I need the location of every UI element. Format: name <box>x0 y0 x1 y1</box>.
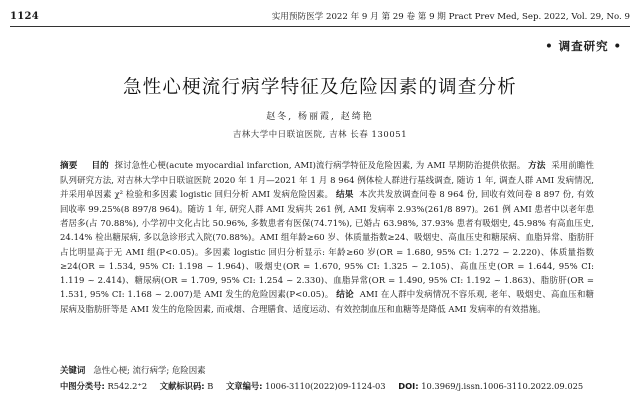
results-text: 本次共发放调查问卷 8 964 份, 回收有效问卷 8 897 份, 有效回收率 99.25%(8 897/8 964)。随访 1 年, 研究人群 AMI 发病共 261 例, AMI 发病率 2.93%(261/8 897)。261 例 AMI 患者中以老年患者居多(占 70.88%), 小学初中文化占比 50.96%, 多数患者有医保(74.71%), 已婚占 63.98%, 37.93% 患者有吸烟史, 45.98% 有高血压史, 24.14% 检出糖尿病, 多以急诊形式入院(70.88%)。AMI 组年龄≥60 岁、体质量指数≥24、吸烟史、高血压史和糖尿病、血脂异常、脂肪肝占比明显高于无 AMI 组(P<0.05)。多因素 logistic 回归分析显示: 年龄≥60 岁(OR = 1.680, 95% CI: 1.272 ~ 2.220)、体质量指数≥24(OR = 1.534, 95% CI: 1.198 ~ 1.964)、吸烟史(OR = 1.670, 95% CI: 1.325 ~ 2.105)、高血压史(OR = 1.644, 95% CI: 1.119 ~ 2.414)、糖尿病(OR = 1.709, 95% CI: 1.254 ~ 2.330)、血脂异常(OR = 1.490, 95% CI: 1.192 ~ 1.863)、脂肪肝(OR = 1.531, 95% CI: 1.168 ~ 2.007)是 AMI 发生的危险因素(P<0.05)。 <box>60 189 595 299</box>
doc-code-label: 文献标识码: <box>159 381 205 391</box>
section-label: • 调查研究 • <box>545 39 622 53</box>
conclusion-label: 结论 <box>336 289 354 300</box>
journal-info: 实用预防医学 2022 年 9 月 第 29 卷 第 9 期 Pract Prev Med, Sep. 2022, Vol. 29, No. 9 <box>271 12 630 22</box>
doi-value: 10.3969/j.issn.1006-3110.2022.09.025 <box>421 381 584 391</box>
article-authors: 赵冬, 杨丽霞, 赵绮艳 <box>266 112 374 122</box>
objective-label: 目的 <box>91 161 109 171</box>
abstract-block <box>60 158 594 316</box>
clc-value: R542.2⁺2 <box>107 381 148 391</box>
results-label: 结果 <box>335 190 354 201</box>
classification-line <box>60 380 630 392</box>
keywords-line <box>60 363 594 377</box>
article-no-label: 文章编号: <box>225 381 263 391</box>
keywords-label: 关键词 <box>60 365 86 375</box>
article-no-value: 1006-3110(2022)09-1124-03 <box>265 381 386 391</box>
abstract-label: 摘要 <box>60 161 78 171</box>
page-number: 1124 <box>10 11 40 22</box>
header-rule <box>10 26 630 27</box>
article-affiliation: 吉林大学中日联谊医院, 吉林 长春 130051 <box>232 129 408 139</box>
objective-text: 探讨急性心梗(acute myocardial infarction, AMI)流行病学特征及危险因素, 为 AMI 早期防治提供依据。 <box>114 160 526 170</box>
methods-text: 采用前瞻性队列研究方法, 对吉林大学中日联谊医院 2020 年 1 月—2021 年 1 月 8 964 例体检人群进行基线调查, 随访 1 年, 调查人群 AMI 发病情况, 并采用单因素 χ² 检验和多因素 logistic 回归分析 AMI 发病危险因素。 <box>60 160 594 200</box>
keywords-value: 急性心梗; 流行病学; 危险因素 <box>93 365 206 375</box>
doi-label: DOI: <box>398 381 419 391</box>
running-head <box>10 10 630 24</box>
article-title: 急性心梗流行病学特征及危险因素的调查分析 <box>122 77 517 98</box>
methods-label: 方法 <box>528 161 546 171</box>
conclusion-text: AMI 在人群中发病情况不容乐观, 老年、吸烟史、高血压和糖尿病及脂肪肝等是 AMI 发生的危险因素, 而戒烟、合理膳食、适度运动、有效控制血压和血糖等是降低 AMI 发病率的有效措施。 <box>60 288 595 314</box>
doc-code-value: B <box>207 381 214 391</box>
abstract-paragraph <box>60 158 594 316</box>
clc-label: 中图分类号: <box>60 381 105 391</box>
